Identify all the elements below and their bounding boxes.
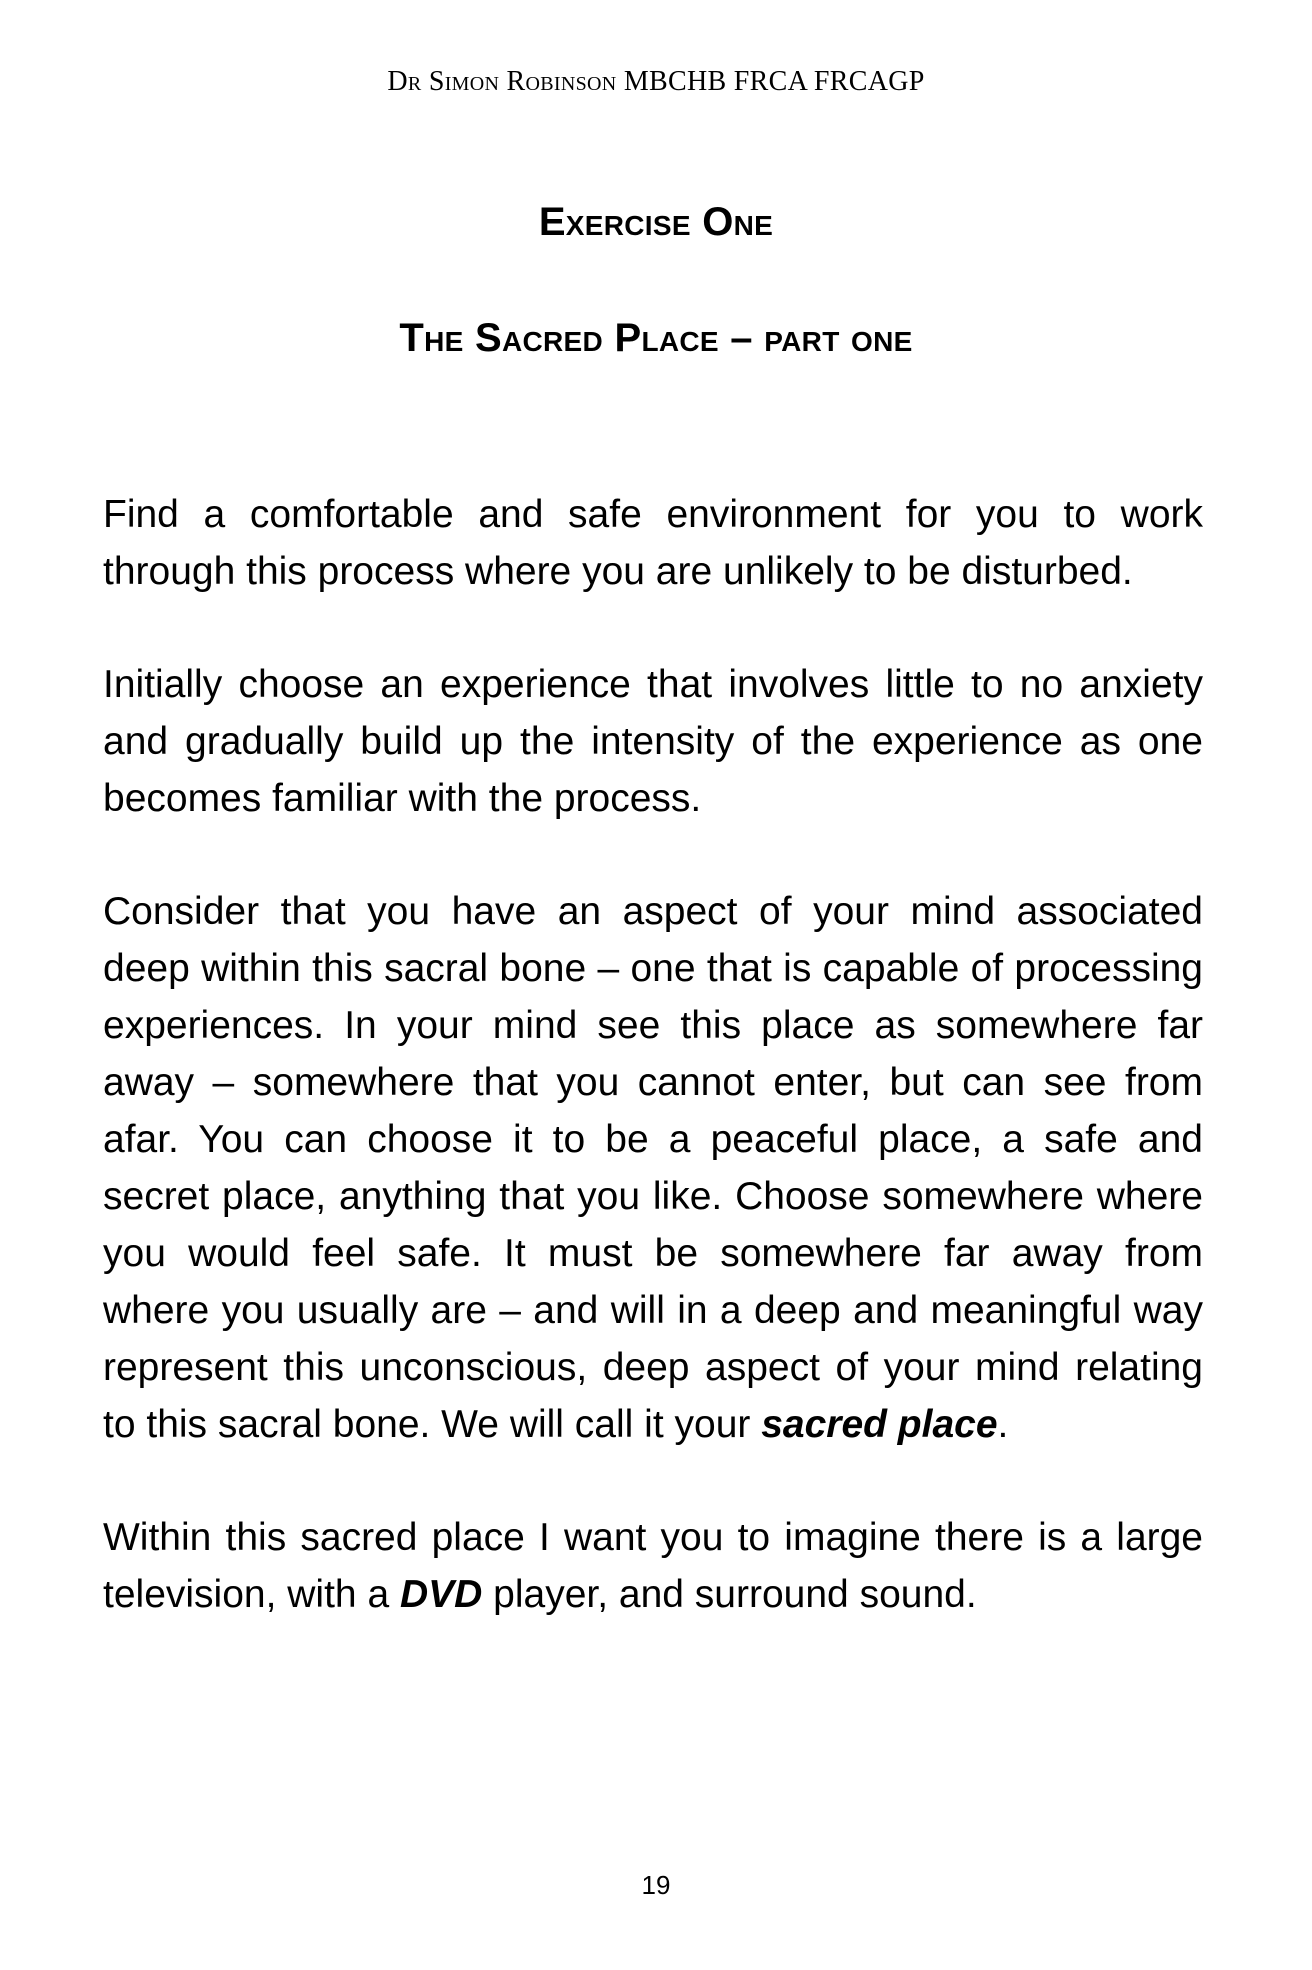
exercise-title: Exercise One — [538, 200, 774, 244]
paragraph-1: Find a comfortable and safe environment for you to work through this process where you are unlikely to be disturbed. — [103, 493, 1203, 593]
sacred-place-emphasis: sacred place — [761, 1403, 998, 1446]
paragraph-4 — [103, 1509, 1203, 1623]
paragraph-3-end: . — [997, 1403, 1009, 1446]
page-number: 19 — [641, 1870, 671, 1900]
exercise-heading — [0, 200, 1312, 245]
section-heading — [0, 316, 1312, 361]
body-text — [103, 486, 1203, 1623]
paragraph-4-text-b: player, and surround sound. — [482, 1573, 977, 1616]
dvd-emphasis: DVD — [399, 1573, 483, 1616]
running-header — [0, 66, 1312, 98]
running-header-text: Dr Simon Robinson MBCHB FRCA FRCAGP — [387, 66, 925, 97]
paragraph-2: Initially choose an experience that involves little to no anxiety and gradually build up the intensity of the experience as one becomes familiar with the process. — [103, 663, 1203, 820]
paragraph-3 — [103, 883, 1203, 1453]
paragraph-3-text: Consider that you have an aspect of your mind associated deep within this sacral bone – one that is capable of processing experiences. In your mind see this place as somewhere far away – somewhere that you cannot enter, but can see from afar. You can choose it to be a peaceful place, a safe and secret place, anything that you like. Choose somewhere where you would feel safe. It must be somewhere far away from where you usually are – and will in a deep and meaningful way represent this unconscious, deep aspect of your mind relating to this sacral bone. We will call it your — [103, 890, 1203, 1446]
section-title-main: The Sacred Place – — [399, 316, 753, 360]
paragraph-4-text-a: Within this sacred place I want you to imagine there is a large television, with a — [103, 1516, 1203, 1616]
section-title-part: part one — [764, 316, 913, 360]
